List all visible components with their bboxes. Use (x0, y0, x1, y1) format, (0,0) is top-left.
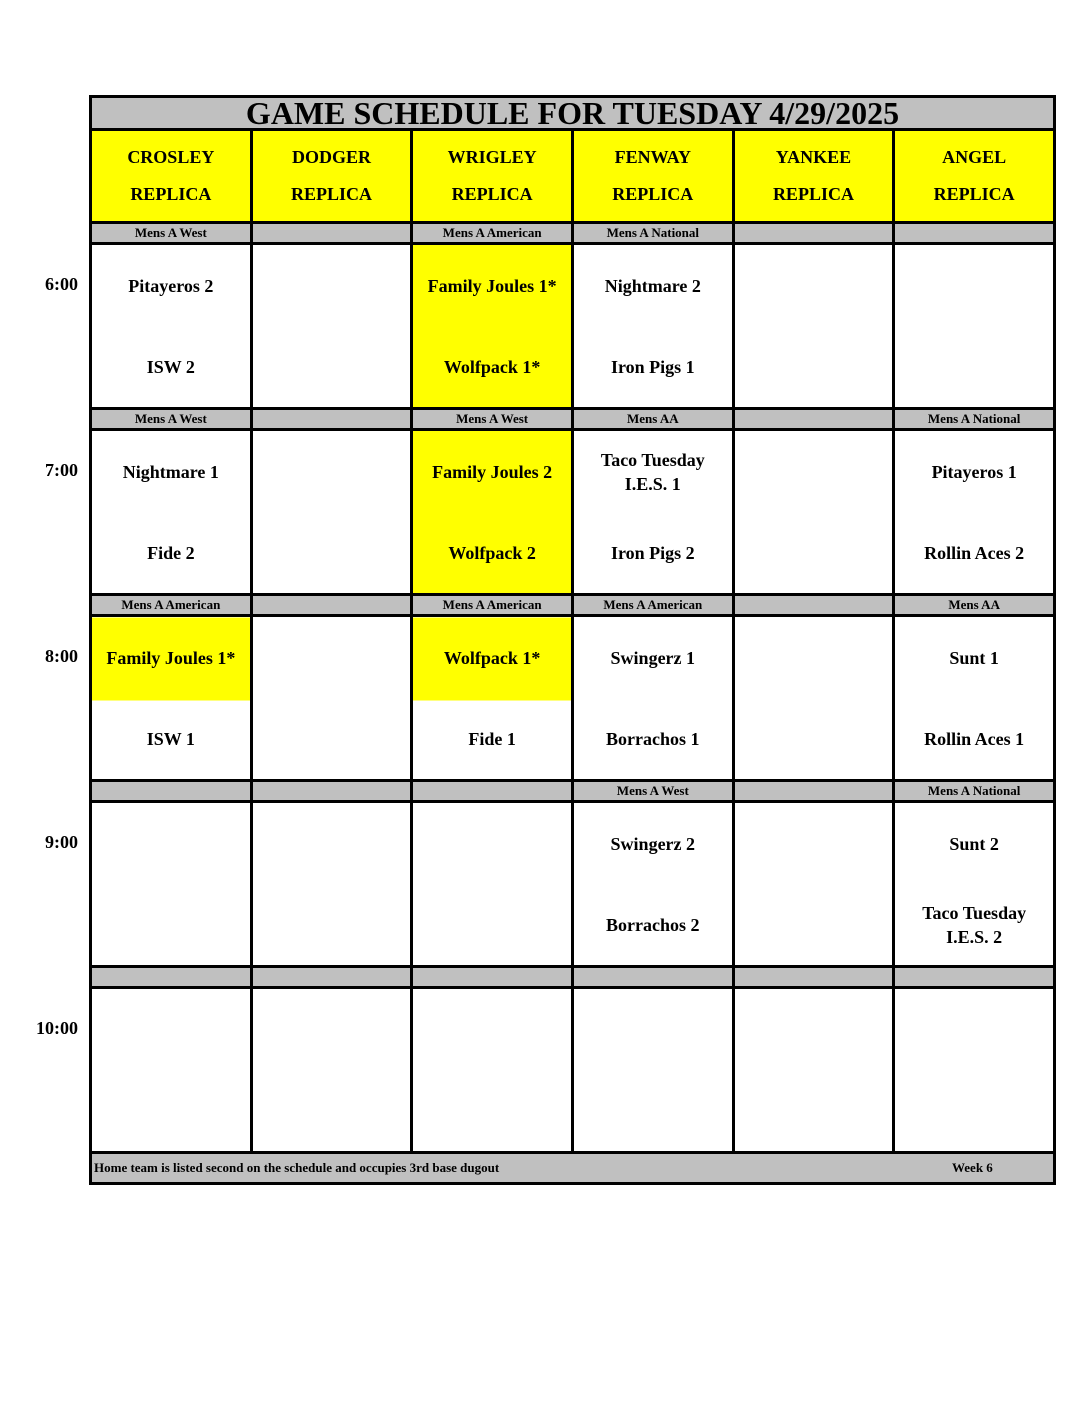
venue-subtitle: REPLICA (772, 184, 854, 204)
away-team: Family Joules 1* (106, 647, 236, 668)
game-cell (733, 802, 894, 967)
division-row (91, 781, 1055, 802)
time-label: 9:00 (45, 831, 78, 852)
home-team (735, 512, 893, 593)
home-team (413, 1070, 571, 1151)
away-team (735, 617, 893, 698)
game-cell (251, 616, 412, 781)
away-team (574, 989, 732, 1070)
away-team (253, 431, 411, 512)
game-row-700 (91, 430, 1055, 595)
division-label (894, 223, 1055, 244)
venue-header-angel (894, 130, 1055, 223)
venue-name: WRIGLEY (447, 147, 537, 167)
game-cell (91, 802, 252, 967)
division-row (91, 223, 1055, 244)
footer-note: Home team is listed second on the schedule and occupies 3rd base dugout (94, 1160, 500, 1175)
game-cell (251, 430, 412, 595)
division-label (412, 967, 573, 988)
venue-subtitle: REPLICA (451, 184, 533, 204)
footer-content (92, 1154, 1053, 1182)
home-team (895, 1070, 1053, 1151)
away-team: Taco Tuesday I.E.S. 1 (600, 449, 705, 494)
venue-name: DODGER (291, 147, 371, 167)
division-label (91, 967, 252, 988)
venue-subtitle: REPLICA (290, 184, 372, 204)
home-team (735, 326, 893, 407)
division-label: Mens A West (91, 223, 252, 244)
division-row (91, 409, 1055, 430)
division-label: Mens A National (894, 781, 1055, 802)
game-cell (894, 244, 1055, 409)
away-team: Sunt 1 (949, 647, 999, 668)
division-label (572, 967, 733, 988)
away-team (253, 803, 411, 884)
division-label: Mens AA (572, 409, 733, 430)
game-cell (412, 988, 573, 1153)
home-team (413, 884, 571, 965)
division-row (91, 967, 1055, 988)
away-team (895, 245, 1053, 326)
game-cell (894, 802, 1055, 967)
home-team: ISW 1 (146, 728, 195, 749)
away-team (253, 245, 411, 326)
away-team (895, 989, 1053, 1070)
division-label (733, 409, 894, 430)
game-cell (572, 988, 733, 1153)
division-label: Mens A American (412, 223, 573, 244)
venue-header-dodger (251, 130, 412, 223)
game-cell (733, 430, 894, 595)
away-team (735, 803, 893, 884)
away-team: Family Joules 2 (432, 461, 553, 482)
venue-name: CROSLEY (127, 147, 215, 167)
game-row-600 (91, 244, 1055, 409)
game-cell (733, 244, 894, 409)
game-row-1000 (91, 988, 1055, 1153)
home-team (574, 1070, 732, 1151)
home-team: ISW 2 (146, 356, 195, 377)
game-cell (572, 802, 733, 967)
venue-header-yankee (733, 130, 894, 223)
home-team (92, 1070, 250, 1151)
game-cell (251, 988, 412, 1153)
game-cell (894, 988, 1055, 1153)
home-team (253, 884, 411, 965)
game-cell (91, 616, 252, 781)
game-cell (91, 244, 252, 409)
home-team (253, 326, 411, 407)
home-team (735, 1070, 893, 1151)
venue-name: FENWAY (614, 147, 691, 167)
division-label: Mens A National (894, 409, 1055, 430)
away-team: Pitayeros 2 (128, 275, 214, 296)
division-label (733, 781, 894, 802)
division-label: Mens AA (894, 595, 1055, 616)
game-cell (412, 430, 573, 595)
away-team (413, 803, 571, 884)
time-label: 10:00 (36, 1017, 78, 1038)
home-team: Fide 1 (468, 728, 516, 749)
week-label: Week 6 (952, 1160, 993, 1175)
home-team: Borrachos 1 (606, 728, 700, 749)
game-cell (412, 802, 573, 967)
home-team (895, 326, 1053, 407)
division-label (733, 223, 894, 244)
footer-row (91, 1153, 1055, 1184)
away-team (92, 989, 250, 1070)
game-cell (733, 988, 894, 1153)
venue-subtitle: REPLICA (130, 184, 212, 204)
venue-header-crosley (91, 130, 252, 223)
home-team (253, 1070, 411, 1151)
home-team: Fide 2 (147, 542, 195, 563)
game-cell (894, 430, 1055, 595)
away-team: Nightmare 1 (122, 461, 219, 482)
game-cell (412, 616, 573, 781)
venue-name: YANKEE (775, 147, 852, 167)
home-team: Borrachos 2 (606, 914, 700, 935)
division-label: Mens A West (572, 781, 733, 802)
venue-subtitle: REPLICA (612, 184, 694, 204)
away-team: Pitayeros 1 (931, 461, 1017, 482)
away-team: Swingerz 2 (610, 833, 696, 854)
venue-name: ANGEL (942, 147, 1007, 167)
time-label: 8:00 (45, 645, 78, 666)
home-team: Wolfpack 2 (448, 542, 536, 563)
game-cell (412, 244, 573, 409)
venue-subtitle: REPLICA (933, 184, 1015, 204)
division-label (251, 223, 412, 244)
home-team: Rollin Aces 2 (924, 542, 1025, 563)
away-team (735, 431, 893, 512)
division-label (251, 781, 412, 802)
away-team: Family Joules 1* (427, 275, 557, 296)
game-cell (91, 988, 252, 1153)
division-label (733, 967, 894, 988)
division-label (251, 967, 412, 988)
division-label (91, 781, 252, 802)
away-team: Wolfpack 1* (443, 647, 541, 668)
game-cell (251, 802, 412, 967)
game-cell (572, 244, 733, 409)
away-team (735, 989, 893, 1070)
time-label: 6:00 (45, 273, 78, 294)
division-label (251, 595, 412, 616)
game-row-900 (91, 802, 1055, 967)
home-team: Wolfpack 1* (443, 356, 541, 377)
division-label (251, 409, 412, 430)
away-team (253, 617, 411, 698)
home-team (253, 512, 411, 593)
home-team (253, 698, 411, 779)
game-cell (572, 616, 733, 781)
game-cell (733, 616, 894, 781)
game-cell (251, 244, 412, 409)
schedule-title: GAME SCHEDULE FOR TUESDAY 4/29/2025 (91, 97, 1055, 130)
home-team: Rollin Aces 1 (924, 728, 1025, 749)
time-label: 7:00 (45, 459, 78, 480)
home-team: Taco Tuesday I.E.S. 2 (922, 902, 1027, 947)
away-team (413, 989, 571, 1070)
division-label (894, 967, 1055, 988)
away-team: Nightmare 2 (604, 275, 701, 296)
division-label: Mens A American (91, 595, 252, 616)
home-team (735, 884, 893, 965)
home-team: Iron Pigs 2 (610, 542, 695, 563)
away-team: Sunt 2 (949, 833, 999, 854)
division-row (91, 595, 1055, 616)
division-label: Mens A American (412, 595, 573, 616)
game-cell (572, 430, 733, 595)
game-row-800 (91, 616, 1055, 781)
away-team (735, 245, 893, 326)
away-team (253, 989, 411, 1070)
game-cell (894, 616, 1055, 781)
title-row (91, 97, 1055, 130)
away-team: Swingerz 1 (610, 647, 696, 668)
division-label: Mens A National (572, 223, 733, 244)
division-label: Mens A American (572, 595, 733, 616)
division-label (733, 595, 894, 616)
away-team (92, 803, 250, 884)
footer-cell (91, 1153, 1055, 1184)
venue-row (91, 130, 1055, 223)
division-label: Mens A West (412, 409, 573, 430)
home-team (735, 698, 893, 779)
venue-header-fenway (572, 130, 733, 223)
home-team: Iron Pigs 1 (610, 356, 695, 377)
game-cell (91, 430, 252, 595)
division-label: Mens A West (91, 409, 252, 430)
game-schedule-table (89, 95, 1056, 1185)
division-label (412, 781, 573, 802)
home-team (92, 884, 250, 965)
venue-header-wrigley (412, 130, 573, 223)
